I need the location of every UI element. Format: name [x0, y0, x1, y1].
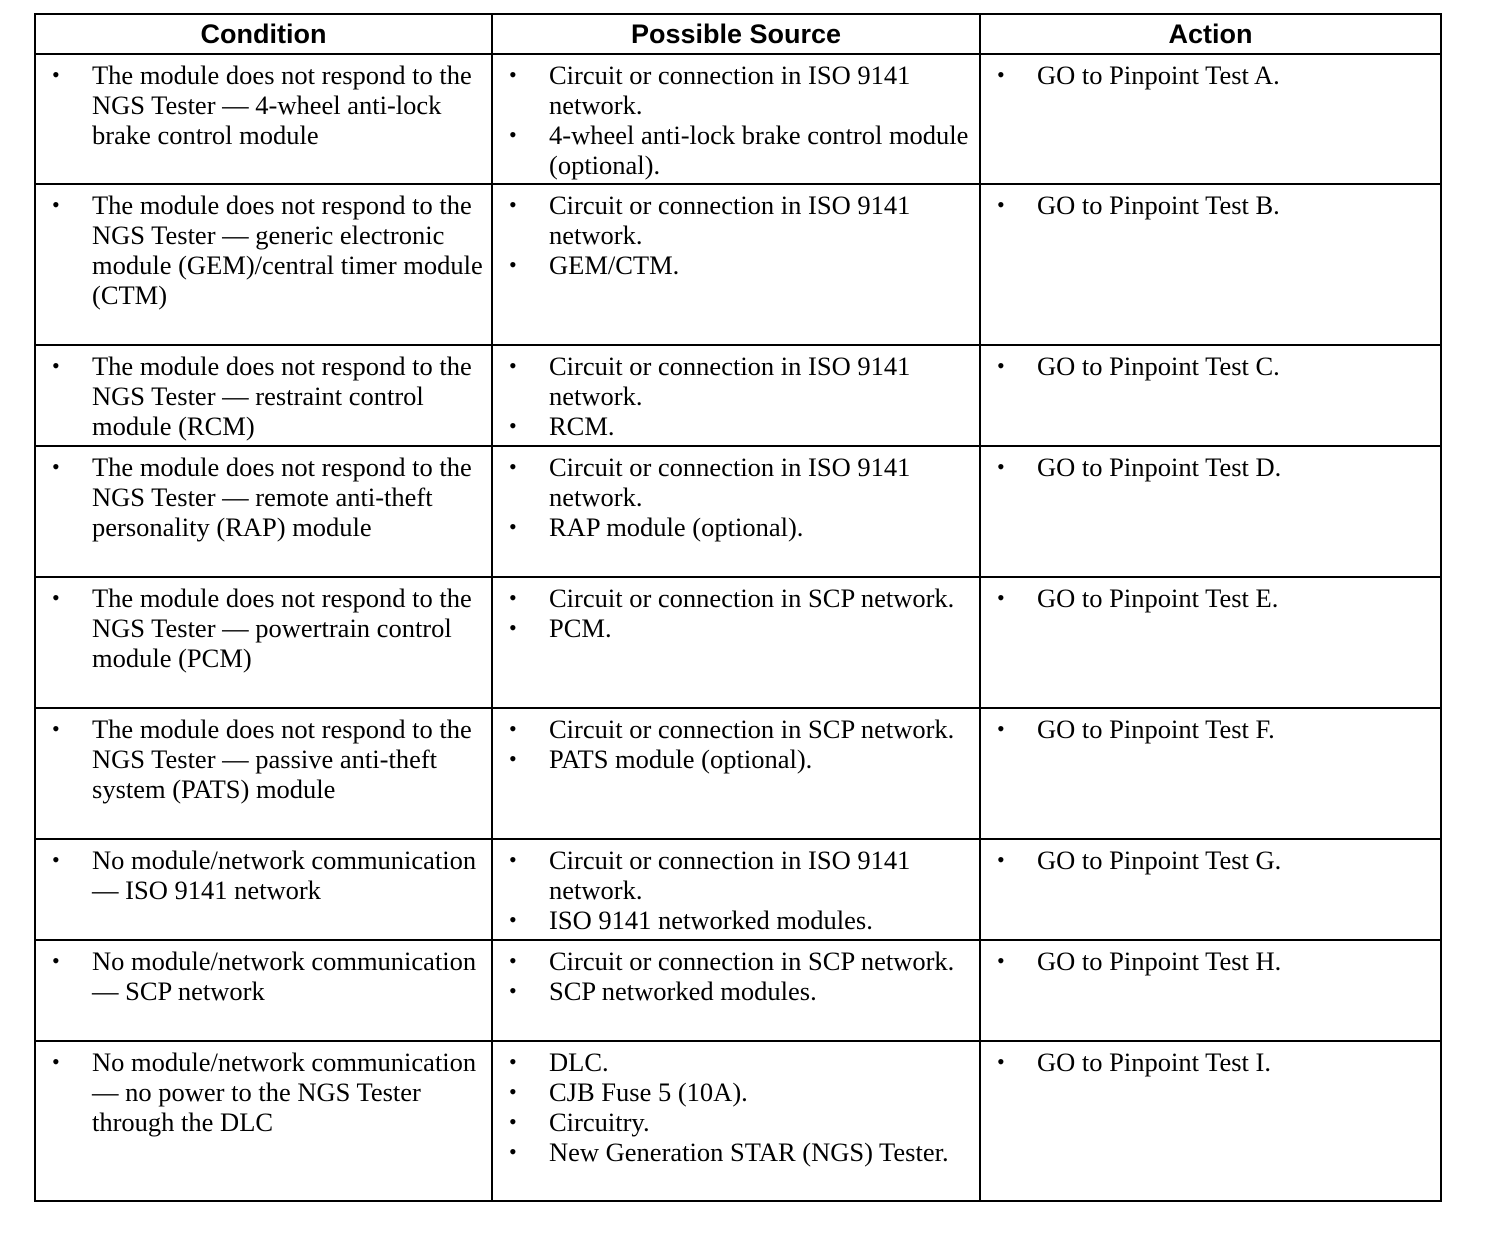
possible-source-cell-list [507, 1047, 971, 1167]
action-cell [980, 708, 1441, 839]
condition-bullet: • The module does not respond to the NGS Tester — 4-wheel anti-lock brake control module [50, 60, 483, 150]
condition-bullet: • No module/network communication — ISO 9141 network [50, 845, 483, 905]
action-cell [980, 54, 1441, 184]
condition-cell-list [50, 190, 483, 310]
possible-source-cell-list [507, 583, 971, 643]
source-bullet: • Circuit or connection in SCP network. [507, 946, 971, 976]
source-bullet: • Circuit or connection in ISO 9141 network. [507, 190, 971, 250]
possible-source-cell [492, 839, 980, 940]
condition-cell-list [50, 714, 483, 804]
table-row [35, 184, 1441, 345]
condition-cell [35, 345, 492, 446]
source-bullet: • SCP networked modules. [507, 976, 971, 1006]
condition-bullet: • The module does not respond to the NGS Tester — generic electronic module (GEM)/central timer module (CTM) [50, 190, 483, 310]
possible-source-cell-list [507, 60, 971, 180]
condition-cell-list [50, 946, 483, 1006]
source-bullet: • PCM. [507, 613, 971, 643]
action-cell [980, 345, 1441, 446]
action-bullet: • GO to Pinpoint Test C. [995, 351, 1432, 381]
source-bullet: • Circuit or connection in ISO 9141 network. [507, 351, 971, 411]
table-row [35, 1041, 1441, 1201]
possible-source-cell-list [507, 946, 971, 1006]
action-cell [980, 940, 1441, 1041]
condition-cell-list [50, 452, 483, 542]
source-bullet: • 4-wheel anti-lock brake control module (optional). [507, 120, 971, 180]
possible-source-cell-list [507, 714, 971, 774]
action-bullet: • GO to Pinpoint Test G. [995, 845, 1432, 875]
possible-source-cell [492, 54, 980, 184]
source-bullet: • CJB Fuse 5 (10A). [507, 1077, 971, 1107]
condition-cell [35, 940, 492, 1041]
action-cell-list [995, 1047, 1432, 1077]
possible-source-cell [492, 940, 980, 1041]
action-cell-list [995, 190, 1432, 220]
possible-source-cell-list [507, 351, 971, 441]
condition-cell [35, 54, 492, 184]
possible-source-cell [492, 345, 980, 446]
action-cell-list [995, 946, 1432, 976]
source-bullet: • RAP module (optional). [507, 512, 971, 542]
source-bullet: • Circuit or connection in SCP network. [507, 583, 971, 613]
table-body [35, 54, 1441, 1201]
action-cell [980, 577, 1441, 708]
source-bullet: • Circuit or connection in ISO 9141 network. [507, 452, 971, 512]
condition-cell-list [50, 845, 483, 905]
table-row [35, 345, 1441, 446]
source-bullet: • DLC. [507, 1047, 971, 1077]
action-cell [980, 446, 1441, 577]
action-cell [980, 839, 1441, 940]
action-bullet: • GO to Pinpoint Test A. [995, 60, 1432, 90]
header-possible-source: Possible Source [492, 14, 980, 54]
table-row [35, 940, 1441, 1041]
action-cell-list [995, 583, 1432, 613]
condition-cell-list [50, 351, 483, 441]
condition-cell-list [50, 60, 483, 150]
condition-cell-list [50, 1047, 483, 1137]
source-bullet: • RCM. [507, 411, 971, 441]
condition-bullet: • The module does not respond to the NGS Tester — passive anti-theft system (PATS) module [50, 714, 483, 804]
source-bullet: • PATS module (optional). [507, 744, 971, 774]
header-action: Action [980, 14, 1441, 54]
action-cell-list [995, 845, 1432, 875]
possible-source-cell-list [507, 190, 971, 280]
action-cell-list [995, 60, 1432, 90]
condition-cell [35, 577, 492, 708]
source-bullet: • New Generation STAR (NGS) Tester. [507, 1137, 971, 1167]
condition-cell [35, 839, 492, 940]
action-cell-list [995, 351, 1432, 381]
table-row [35, 839, 1441, 940]
condition-cell [35, 708, 492, 839]
action-bullet: • GO to Pinpoint Test F. [995, 714, 1432, 744]
possible-source-cell [492, 1041, 980, 1201]
action-cell-list [995, 714, 1432, 744]
condition-cell [35, 184, 492, 345]
condition-cell [35, 1041, 492, 1201]
action-bullet: • GO to Pinpoint Test D. [995, 452, 1432, 482]
table-row [35, 446, 1441, 577]
action-bullet: • GO to Pinpoint Test B. [995, 190, 1432, 220]
condition-cell [35, 446, 492, 577]
condition-bullet: • No module/network communication — no power to the NGS Tester through the DLC [50, 1047, 483, 1137]
source-bullet: • Circuitry. [507, 1107, 971, 1137]
possible-source-cell-list [507, 452, 971, 542]
source-bullet: • Circuit or connection in SCP network. [507, 714, 971, 744]
header-row [35, 14, 1441, 54]
source-bullet: • GEM/CTM. [507, 250, 971, 280]
condition-bullet: • The module does not respond to the NGS Tester — restraint control module (RCM) [50, 351, 483, 441]
possible-source-cell [492, 577, 980, 708]
condition-bullet: • No module/network communication — SCP network [50, 946, 483, 1006]
source-bullet: • Circuit or connection in ISO 9141 network. [507, 845, 971, 905]
table-row [35, 54, 1441, 184]
condition-cell-list [50, 583, 483, 673]
possible-source-cell [492, 184, 980, 345]
possible-source-cell [492, 446, 980, 577]
action-cell [980, 1041, 1441, 1201]
action-cell-list [995, 452, 1432, 482]
source-bullet: • Circuit or connection in ISO 9141 network. [507, 60, 971, 120]
table-row [35, 708, 1441, 839]
action-cell [980, 184, 1441, 345]
action-bullet: • GO to Pinpoint Test I. [995, 1047, 1432, 1077]
header-condition: Condition [35, 14, 492, 54]
symptom-chart-table [34, 13, 1442, 1202]
table-row [35, 577, 1441, 708]
condition-bullet: • The module does not respond to the NGS Tester — remote anti-theft personality (RAP) module [50, 452, 483, 542]
action-bullet: • GO to Pinpoint Test H. [995, 946, 1432, 976]
source-bullet: • ISO 9141 networked modules. [507, 905, 971, 935]
action-bullet: • GO to Pinpoint Test E. [995, 583, 1432, 613]
possible-source-cell [492, 708, 980, 839]
condition-bullet: • The module does not respond to the NGS Tester — powertrain control module (PCM) [50, 583, 483, 673]
possible-source-cell-list [507, 845, 971, 935]
